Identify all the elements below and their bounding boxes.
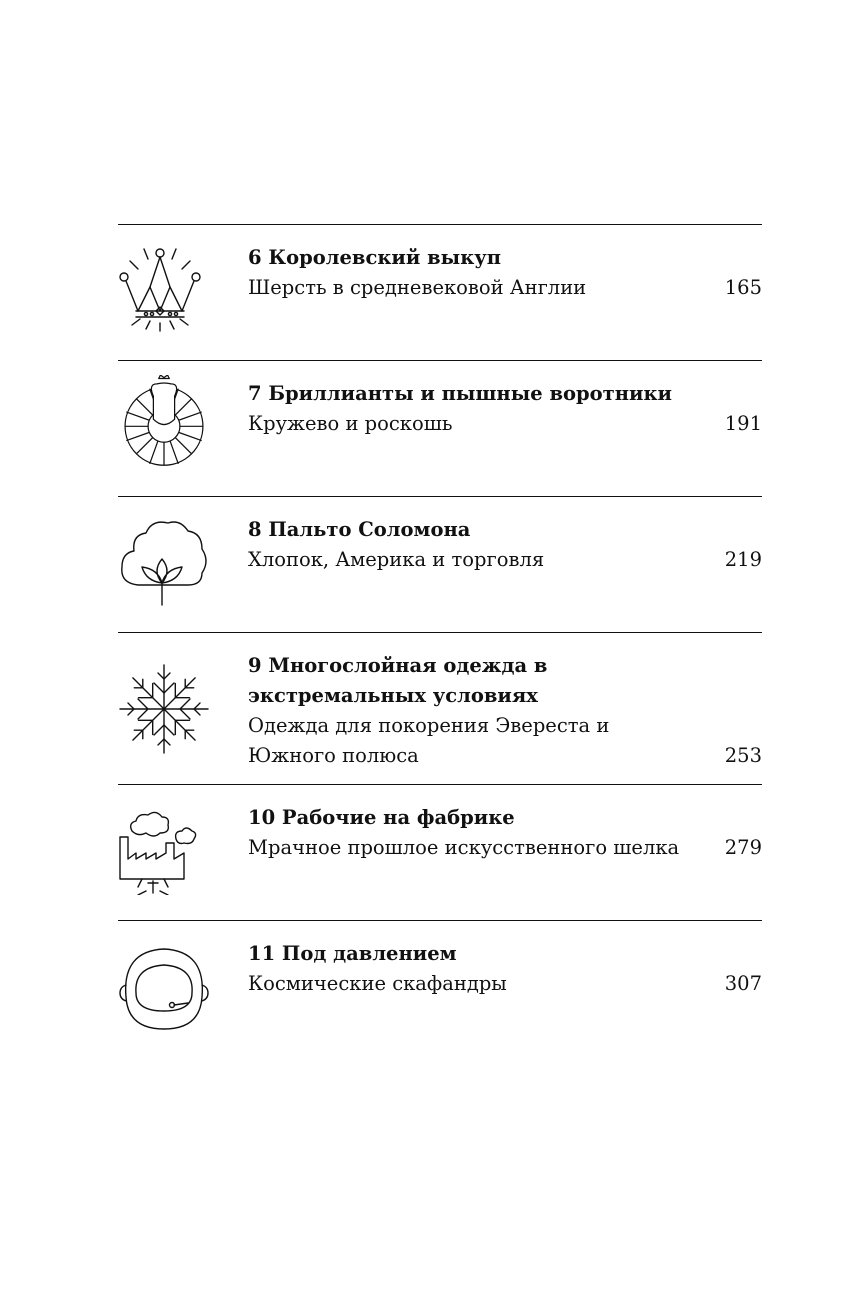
page-number: 253 — [724, 744, 762, 767]
chapter-title: 10 Рабочие на фабрике — [248, 806, 515, 829]
factory-icon — [118, 803, 210, 895]
toc-entry-6[interactable] — [118, 224, 762, 360]
table-of-contents — [118, 224, 762, 1056]
chapter-subtitle: Космические скафандры — [248, 972, 507, 995]
chapter-subtitle: Одежда для покорения Эвереста и Южного полюса — [248, 714, 610, 767]
chapter-title: 7 Бриллианты и пышные воротники — [248, 382, 673, 405]
page-number: 279 — [724, 836, 762, 859]
crown-icon — [118, 247, 210, 339]
chapter-title: 6 Королевский выкуп — [248, 246, 502, 269]
page-number: 165 — [724, 276, 762, 299]
toc-entry-11[interactable] — [118, 920, 762, 1056]
chapter-title: 9 Многослойная одежда в экстремальных условиях — [248, 654, 548, 707]
space-helmet-icon — [118, 943, 210, 1035]
toc-entry-8[interactable] — [118, 496, 762, 632]
page-number: 307 — [724, 972, 762, 995]
chapter-subtitle: Мрачное прошлое искусственного шелка — [248, 836, 680, 859]
chapter-title: 11 Под давлением — [248, 942, 457, 965]
toc-entry-10[interactable] — [118, 784, 762, 920]
page-number: 219 — [724, 548, 762, 571]
page-number: 191 — [724, 412, 762, 435]
toc-entry-9[interactable] — [118, 632, 762, 784]
chapter-subtitle: Хлопок, Америка и торговля — [248, 548, 545, 571]
snowflake-icon — [118, 663, 210, 755]
toc-entry-7[interactable] — [118, 360, 762, 496]
cotton-boll-icon — [118, 517, 210, 609]
ruff-collar-portrait-icon — [118, 375, 210, 467]
chapter-subtitle: Кружево и роскошь — [248, 412, 453, 435]
chapter-subtitle: Шерсть в средневековой Англии — [248, 276, 587, 299]
chapter-title: 8 Пальто Соломона — [248, 518, 471, 541]
